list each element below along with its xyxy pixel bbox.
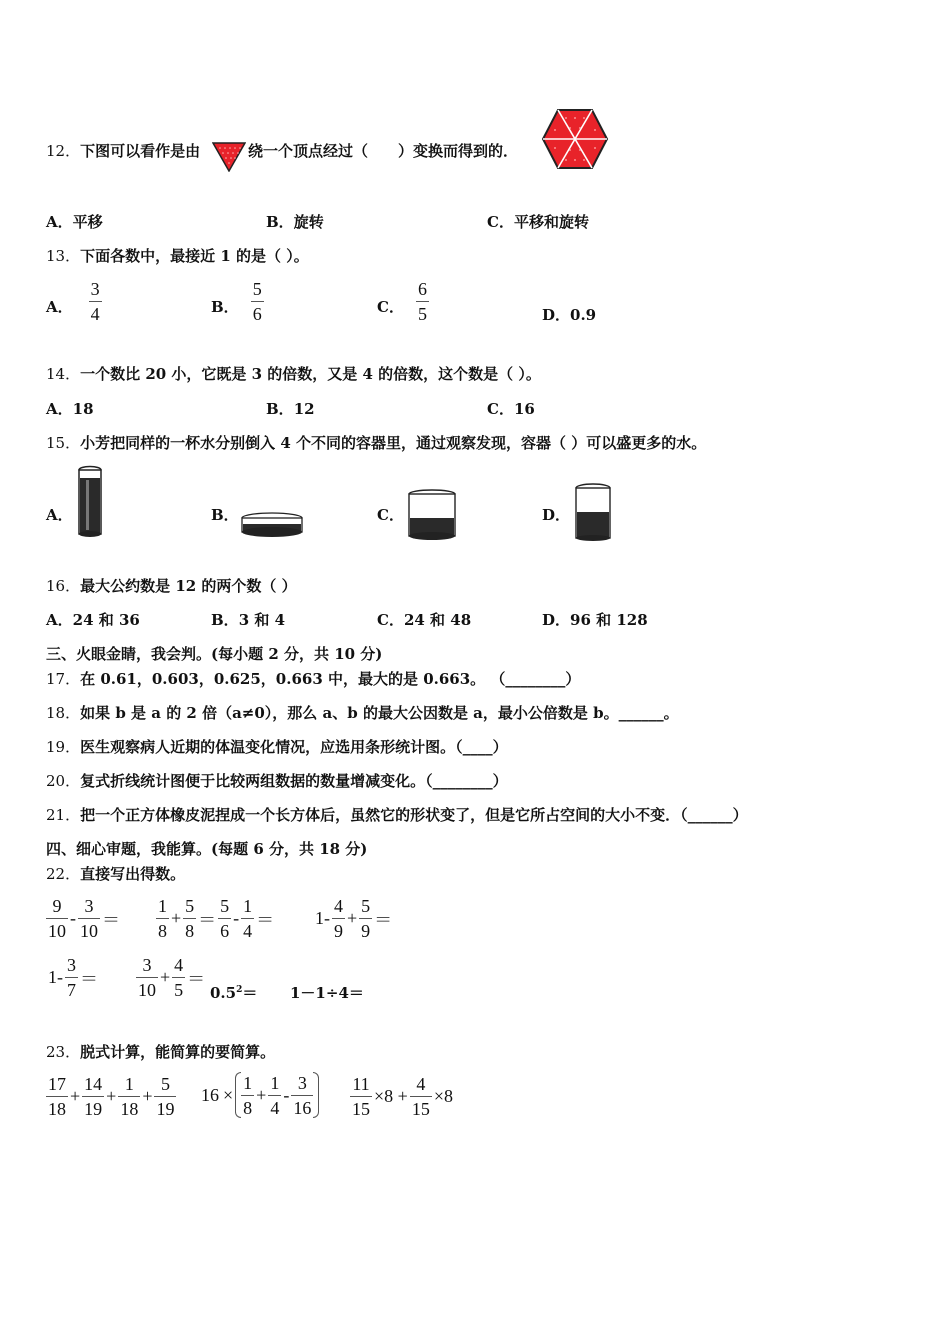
q12-line (46, 140, 200, 161)
q23-expression-1: $\frac{17}{18}$ + $\frac{14}{19}$ + $\frac{1}{18}$ + $\frac{5}{19}$ (48, 1074, 175, 1119)
q22-expression-6: $0.5^2=$ (210, 984, 258, 1002)
q18-line: 18．如果 b 是 a 的 2 倍（a≠0），那么 a、b 的最大公因数是 a，最小公倍数是 b。______。 (46, 704, 679, 722)
q22-expression-2: $\frac{1}{8}$ + $\frac{5}{8}$ ＝ $\frac{5}{6}$ - $\frac{1}{4}$ ＝ (158, 896, 275, 941)
q16-option-a[interactable]: A．24 和 36 (46, 611, 140, 629)
q15-option-d[interactable]: D． (542, 506, 571, 524)
wide-cylinder-icon (406, 488, 458, 542)
q15-option-b[interactable]: B． (211, 506, 239, 524)
q13-text: 下面各数中，最接近 1 的是（ ）。 (80, 247, 309, 265)
q16-line: 16．最大公约数是 12 的两个数（ ） (46, 577, 297, 595)
q13-option-b[interactable]: B． $\frac{5}{6}$ (211, 279, 262, 324)
q12-number: 12． (46, 142, 81, 160)
q12-text-b: 绕一个顶点经过（ ）变换而得到的． (248, 142, 519, 160)
q22-expression-1: $\frac{9}{10}$ - $\frac{3}{10}$ ＝ (48, 896, 120, 941)
q21-line: 21．把一个正方体橡皮泥捏成一个长方体后，虽然它的形状变了，但是它所占空间的大小不变．（______） (46, 806, 748, 824)
right-paren (313, 1072, 319, 1118)
red-hexagon-icon (541, 108, 609, 170)
q12-text-a: 下图可以看作是由 (80, 142, 201, 160)
q16-text: 最大公约数是 12 的两个数（ ） (80, 577, 297, 595)
q23-line: 23．脱式计算，能简算的要简算。 (46, 1043, 276, 1061)
q16-option-d[interactable]: D．96 和 128 (542, 611, 648, 629)
q15-option-c[interactable]: C． (377, 506, 404, 524)
q13-option-c[interactable]: C． $\frac{6}{5}$ (377, 279, 427, 324)
fraction: $\frac{3}{4}$ (90, 279, 100, 324)
fraction: $\frac{6}{5}$ (417, 279, 427, 324)
q14-option-b[interactable]: B．12 (266, 400, 315, 418)
tall-cylinder-icon (76, 464, 104, 538)
q17-line: 17．在 0.61，0.603，0.625，0.663 中，最大的是 0.663。 （________） (46, 670, 581, 688)
section-4-heading: 四、细心审题，我能算。(每题 6 分，共 18 分) (46, 840, 368, 858)
q15-text: 小芳把同样的一杯水分别倒入 4 个不同的容器里，通过观察发现，容器（ ）可以盛更多的水。 (80, 434, 707, 452)
flat-dish-icon (240, 510, 304, 540)
q13-option-a[interactable]: A． $\frac{3}{4}$ (46, 279, 100, 324)
q12-option-b[interactable]: B．旋转 (266, 213, 324, 231)
q14-text: 一个数比 20 小，它既是 3 的倍数，又是 4 的倍数，这个数是（ ）。 (80, 365, 541, 383)
q12-option-a[interactable]: A．平移 (46, 213, 103, 231)
q16-option-b[interactable]: B．3 和 4 (211, 611, 286, 629)
q23-expression-2: 16 × $\frac{1}{8}$ + $\frac{1}{4}$ - $\frac{3}{16}$ (199, 1072, 319, 1118)
q16-option-c[interactable]: C．24 和 48 (377, 611, 472, 629)
section-3-heading: 三、火眼金睛，我会判。(每小题 2 分，共 10 分) (46, 645, 383, 663)
q15-option-a[interactable]: A． (46, 506, 73, 524)
q22-expression-7: 1－1÷4＝ (290, 984, 364, 1002)
medium-cylinder-icon (573, 482, 613, 542)
q22-line: 22．直接写出得数。 (46, 865, 186, 883)
fraction: $\frac{5}{6}$ (252, 279, 262, 324)
q13-option-d[interactable]: D．0.9 (542, 306, 597, 324)
q22-expression-4: 1- $\frac{3}{7}$ ＝ (48, 955, 98, 1000)
q22-expression-5: $\frac{3}{10}$ + $\frac{4}{5}$ ＝ (138, 955, 206, 1000)
red-triangle-icon (212, 142, 246, 172)
q23-expression-3: $\frac{11}{15}$ ×8 + $\frac{4}{15}$ ×8 (352, 1074, 453, 1119)
q19-line: 19．医生观察病人近期的体温变化情况，应选用条形统计图。（____） (46, 738, 508, 756)
q12-option-c[interactable]: C．平移和旋转 (487, 213, 589, 231)
q14-option-a[interactable]: A．18 (46, 400, 94, 418)
q13-line: 13．下面各数中，最接近 1 的是（ ）。 (46, 247, 309, 265)
q15-line: 15．小芳把同样的一杯水分别倒入 4 个不同的容器里，通过观察发现，容器（ ）可以盛更多的水。 (46, 434, 707, 452)
q14-option-c[interactable]: C．16 (487, 400, 535, 418)
q20-line: 20．复式折线统计图便于比较两组数据的数量增减变化。（________） (46, 772, 508, 790)
q22-expression-3: 1- $\frac{4}{9}$ + $\frac{5}{9}$ ＝ (315, 896, 393, 941)
q14-line: 14．一个数比 20 小，它既是 3 的倍数，又是 4 的倍数，这个数是（ ）。 (46, 365, 541, 383)
